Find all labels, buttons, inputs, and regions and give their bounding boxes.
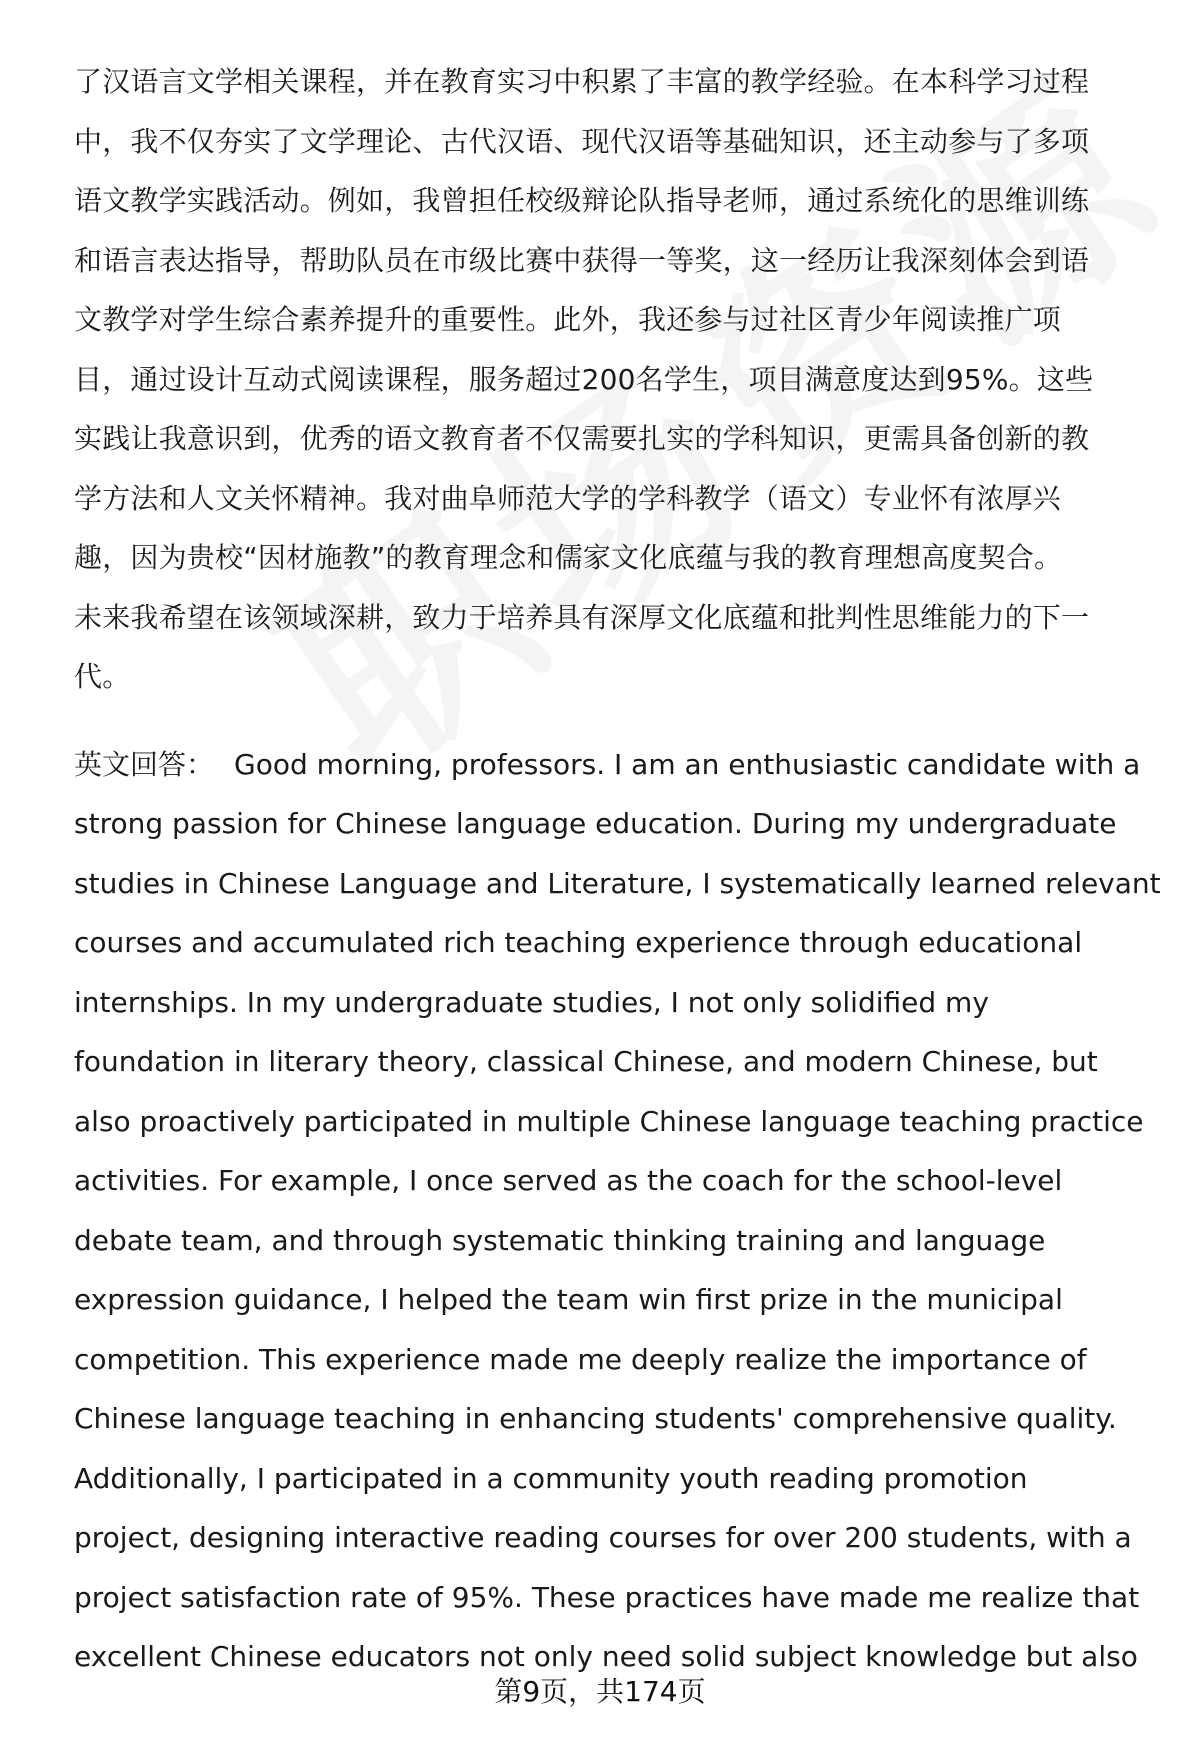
english-answer-label: 英文回答： [74,747,215,781]
chinese-line: 趣，因为贵校“因材施教”的教育理念和儒家文化底蕴与我的教育理想高度契合。 [74,541,1063,574]
chinese-line: 学方法和人文关怀精神。我对曲阜师范大学的学科教学（语文）专业怀有浓厚兴 [74,481,1062,515]
english-line: project, designing interactive reading courses for over 200 students, with a [74,1521,1132,1554]
english-line: also proactively participated in multiple Chinese language teaching practice [74,1104,1144,1138]
english-answer [74,735,1164,1687]
english-line: foundation in literary theory, classical Chinese, and modern Chinese, but [74,1045,1098,1078]
chinese-line: 和语言表达指导，帮助队员在市级比赛中获得一等奖，这一经历让我深刻体会到语 [74,243,1090,277]
english-line: internships. In my undergraduate studies, I not only solidified my [74,985,989,1019]
chinese-line: 未来我希望在该领域深耕，致力于培养具有深厚文化底蕴和批判性思维能力的下一 [74,600,1090,634]
english-line: courses and accumulated rich teaching experience through educational [74,926,1083,959]
english-line-first [74,735,1164,795]
chinese-line: 了汉语言文学相关课程，并在教育实习中积累了丰富的教学经验。在本科学习过程 [74,65,1090,98]
english-line: competition. This experience made me deeply realize the importance of [74,1342,1087,1376]
chinese-line: 中，我不仅夯实了文学理论、古代汉语、现代汉语等基础知识，还主动参与了多项 [74,124,1090,158]
english-first-text: Good morning, professors. I am an enthusiastic candidate with a [234,747,1141,781]
english-line: Additionally, I participated in a community youth reading promotion [74,1461,1028,1495]
english-line: Chinese language teaching in enhancing students' comprehensive quality. [74,1402,1117,1435]
english-line: studies in Chinese Language and Literature, I systematically learned relevant [74,866,1161,900]
chinese-line: 代。 [74,660,131,693]
chinese-line: 文教学对学生综合素养提升的重要性。此外，我还参与过社区青少年阅读推广项 [74,303,1062,336]
chinese-line: 语文教学实践活动。例如，我曾担任校级辩论队指导老师，通过系统化的思维训练 [74,184,1090,217]
english-line: activities. For example, I once served as the coach for the school-level [74,1164,1063,1197]
document-page [74,52,1164,1687]
english-line: debate team, and through systematic thinking training and language [74,1223,1046,1257]
chinese-line: 目，通过设计互动式阅读课程，服务超过200名学生，项目满意度达到95%。这些 [74,362,1094,396]
chinese-line: 实践让我意识到，优秀的语文教育者不仅需要扎实的学科知识，更需具备创新的教 [74,422,1090,455]
chinese-answer [74,52,1164,707]
english-line: strong passion for Chinese language education. During my undergraduate [74,807,1117,840]
english-line: project satisfaction rate of 95%. These practices have made me realize that [74,1580,1140,1614]
english-line: excellent Chinese educators not only need solid subject knowledge but also [74,1640,1138,1673]
page-footer: 第9页，共174页 [494,1675,706,1708]
english-line: expression guidance, I helped the team win first prize in the municipal [74,1283,1063,1316]
